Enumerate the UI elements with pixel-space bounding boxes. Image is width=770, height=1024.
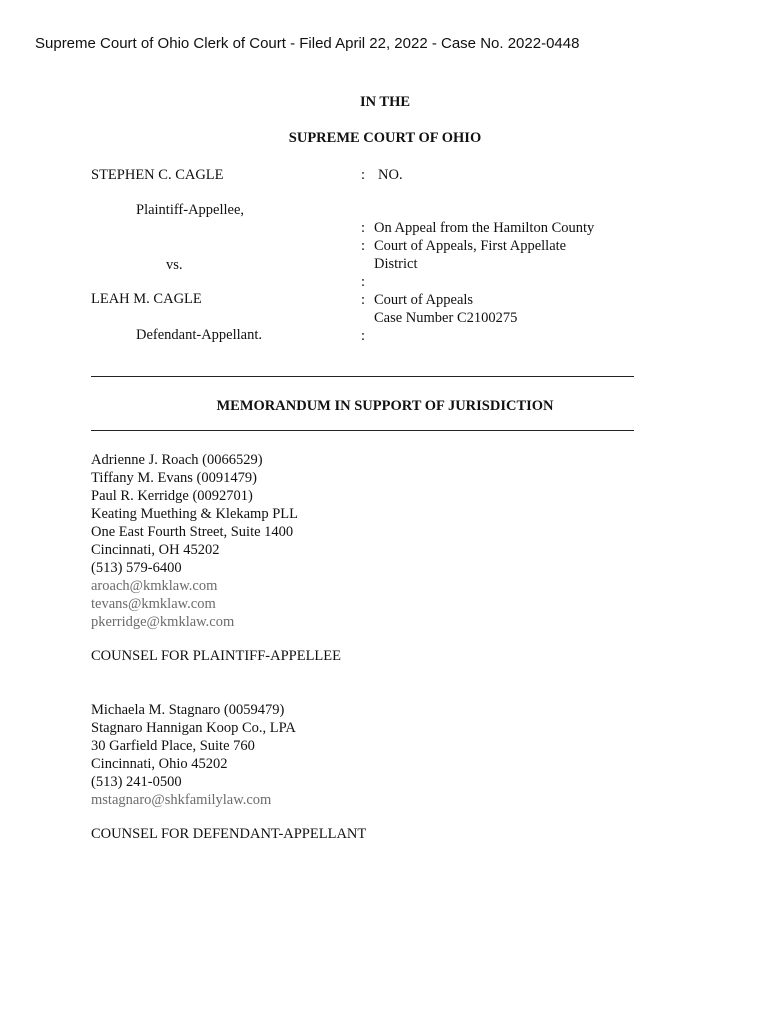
counsel-line: Adrienne J. Roach (0066529) (91, 452, 263, 468)
counsel-line: Keating Muething & Klekamp PLL (91, 506, 298, 522)
divider-bottom (91, 430, 634, 431)
plaintiff-counsel-label: COUNSEL FOR PLAINTIFF-APPELLEE (91, 648, 342, 664)
caption-text: Case Number C2100275 (374, 310, 518, 326)
defendant-counsel-label: COUNSEL FOR DEFENDANT-APPELLANT (91, 826, 367, 842)
caption-text: On Appeal from the Hamilton County (374, 220, 595, 236)
caption-colon: : (361, 220, 366, 236)
versus: vs. (166, 257, 183, 273)
caption-line (361, 273, 594, 291)
counsel-line: (513) 241-0500 (91, 774, 182, 790)
counsel-line: Tiffany M. Evans (0091479) (91, 470, 257, 486)
caption-colon: : (361, 292, 366, 308)
counsel-line: One East Fourth Street, Suite 1400 (91, 524, 294, 540)
caption-right-no (361, 166, 403, 184)
filing-stamp: Supreme Court of Ohio Clerk of Court - Filed April 22, 2022 - Case No. 2022-0448 (35, 35, 580, 52)
heading-court: SUPREME COURT OF OHIO (288, 130, 482, 146)
counsel-line: 30 Garfield Place, Suite 760 (91, 738, 255, 754)
caption-text: Court of Appeals (374, 292, 474, 308)
counsel-line: Stagnaro Hannigan Koop Co., LPA (91, 720, 296, 736)
caption-line (361, 291, 594, 309)
caption-colon: : (361, 328, 366, 344)
caption-colon: : (361, 238, 366, 254)
caption-line (361, 219, 594, 237)
email-link[interactable]: tevans@kmklaw.com (91, 596, 216, 612)
counsel-line: Cincinnati, OH 45202 (91, 542, 220, 558)
caption-colon (361, 309, 374, 327)
caption-text: District (374, 256, 418, 272)
defendant-counsel-block (91, 701, 296, 809)
email-link[interactable]: pkerridge@kmklaw.com (91, 614, 235, 630)
plaintiff-name: STEPHEN C. CAGLE (91, 167, 224, 183)
email-link[interactable]: aroach@kmklaw.com (91, 578, 218, 594)
counsel-line: Cincinnati, Ohio 45202 (91, 756, 228, 772)
caption-colon: : (361, 167, 366, 183)
caption-line (361, 255, 594, 273)
counsel-line: (513) 579-6400 (91, 560, 182, 576)
email-link[interactable]: mstagnaro@shkfamilylaw.com (91, 792, 272, 808)
caption-line (361, 237, 594, 255)
counsel-line: Paul R. Kerridge (0092701) (91, 488, 253, 504)
memorandum-title: MEMORANDUM IN SUPPORT OF JURISDICTION (216, 398, 554, 414)
divider-top (91, 376, 634, 377)
caption-line (361, 327, 594, 345)
caption-line (361, 166, 403, 184)
heading-in-the: IN THE (359, 94, 411, 110)
caption-text: Court of Appeals, First Appellate (374, 238, 567, 254)
caption-line (361, 309, 594, 327)
case-number-label: NO. (378, 167, 403, 183)
caption-right-appeal (361, 219, 594, 345)
caption-colon (361, 255, 374, 273)
plaintiff-counsel-block (91, 451, 298, 631)
counsel-line: Michaela M. Stagnaro (0059479) (91, 702, 285, 718)
caption-colon: : (361, 274, 366, 290)
defendant-name: LEAH M. CAGLE (91, 291, 202, 307)
defendant-role: Defendant-Appellant. (136, 327, 263, 343)
plaintiff-role: Plaintiff-Appellee, (136, 202, 245, 218)
